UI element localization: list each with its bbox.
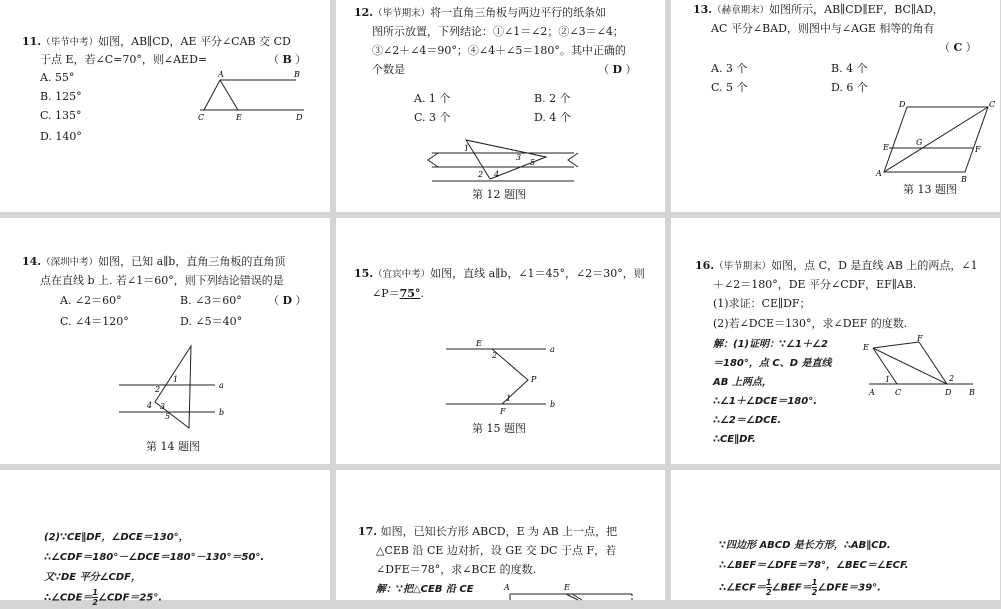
q14-figure: [115, 342, 235, 438]
q17-stem-line2: △CEB 沿 CE 边对折，设 GE 交 DC 于点 F，若: [376, 544, 617, 557]
q13-answer: （ C ）: [939, 41, 977, 54]
q14-stem-line1: 14.（深圳中考）如图，已知 a∥b，直角三角板的直角顶: [22, 255, 286, 268]
q17-solution-continued-panel: [671, 470, 1000, 600]
q13-label-c: C: [989, 100, 996, 109]
q16-label-c: C: [895, 388, 902, 397]
q13-label-g: G: [916, 138, 923, 147]
q16-label-a: A: [869, 388, 875, 397]
q17-figure: [502, 580, 642, 600]
q14-label-1: 1: [173, 375, 179, 384]
q11-label-a: A: [218, 70, 224, 79]
c9-line1: ∵四边形 ABCD 是长方形，∴AB∥CD.: [719, 540, 891, 551]
q11-stem-line2: 于点 E，若∠C=70°，则∠AED=: [40, 53, 208, 66]
q11-label-c: C: [198, 113, 205, 122]
q16-stem-line1: 16.（毕节期末）如图，点 C，D 是直线 AB 上的两点，∠1: [695, 259, 978, 272]
q16-figure: [861, 336, 981, 402]
q15-label-a: a: [550, 345, 555, 354]
q11-figure: [192, 68, 312, 124]
q11-option-a: A. 55°: [40, 71, 75, 84]
q13-figure: [871, 98, 1001, 182]
q11-label-e: E: [236, 113, 242, 122]
q17-label-a: A: [504, 583, 510, 592]
q14-label-4: 4: [147, 401, 153, 410]
q17-label-e: E: [564, 583, 570, 592]
q14-option-b: B. ∠3＝60°: [180, 294, 242, 307]
q15-stem-line2: ∠P＝75°.: [372, 287, 424, 300]
c7-line3: 又∵DE 平分∠CDF，: [44, 572, 142, 583]
q12-stem-line2: 图所示放置，下列结论：①∠1＝∠2；②∠3＝∠4；: [372, 25, 624, 38]
q16-stem-line3: (1)求证：CE∥DF；: [713, 297, 811, 310]
c7-line1: (2)∵CE∥DF，∠DCE＝130°，: [44, 532, 189, 543]
q13-option-d: D. 6 个: [831, 81, 868, 94]
q15-label-e: E: [476, 339, 482, 348]
q13-stem-line1: 13.（赫章期末）如图所示，AB∥CD∥EF，BC∥AD，: [693, 3, 944, 16]
q13-caption: 第 13 题图: [903, 183, 957, 196]
q11-option-d: D. 140°: [40, 130, 82, 143]
q14-label-2: 2: [155, 385, 161, 394]
q12-label-5: 5: [530, 158, 536, 167]
q15-figure: [446, 336, 566, 418]
q12-stem-line1: 12.（毕节期末）将一直角三角板与两边平行的纸条如: [354, 6, 607, 19]
q16-solution-line6: ∴CE∥DF.: [713, 434, 756, 445]
q14-option-a: A. ∠2＝60°: [60, 294, 122, 307]
q16-label-2: 2: [949, 374, 955, 383]
q12-option-d: D. 4 个: [534, 111, 571, 124]
q16-label-e: E: [863, 343, 869, 352]
q14-answer: （ D ）: [268, 294, 307, 307]
q15-caption: 第 15 题图: [472, 422, 526, 435]
c9-fraction-half-2: $\frac{1}{2}$: [811, 578, 818, 597]
q16-stem-line4: (2)若∠DCE＝130°，求∠DEF 的度数.: [713, 317, 908, 330]
q16-solution-line2: ＝180°，点 C、D 是直线: [713, 358, 832, 369]
q12-figure: [428, 135, 588, 185]
q14-stem-line2: 点在直线 b 上. 若∠1＝60°，则下列结论错误的是: [40, 274, 284, 287]
q13-label-b: B: [961, 175, 967, 184]
q12-stem-line3: ③∠2＋∠4＝90°；④∠4＋∠5＝180°。其中正确的: [372, 44, 626, 57]
q16-label-b: B: [969, 388, 975, 397]
q17-stem-line3: ∠DFE＝78°，求∠BCE 的度数.: [376, 563, 537, 576]
q14-label-a: a: [219, 381, 224, 390]
c9-fraction-half-1: $\frac{1}{2}$: [765, 578, 772, 597]
q13-option-b: B. 4 个: [831, 62, 868, 75]
question-13-panel: [671, 0, 1000, 212]
q12-option-a: A. 1 个: [414, 92, 451, 105]
q13-label-e: E: [883, 143, 889, 152]
q13-label-d: D: [899, 100, 906, 109]
q14-caption: 第 14 题图: [146, 440, 200, 453]
q11-stem-line1: 11.（毕节中考）如图，AB∥CD，AE 平分∠CAB 交 CD: [22, 35, 291, 48]
q16-solution-line5: ∴∠2＝∠DCE.: [713, 415, 782, 426]
q12-option-b: B. 2 个: [534, 92, 571, 105]
c9-line2: ∴∠BEF＝∠DFE＝78°，∠BEC＝∠ECF.: [719, 560, 909, 571]
q16-stem-line2: ＋∠2＝180°，DE 平分∠CDF，EF∥AB.: [713, 278, 917, 291]
q15-label-1: 1: [506, 394, 512, 403]
q15-label-f: F: [500, 407, 506, 416]
q16-label-f: F: [917, 334, 923, 343]
q12-label-3: 3: [516, 153, 522, 162]
c7-fraction-half: $\frac{1}{2}$: [92, 588, 98, 607]
q12-caption: 第 12 题图: [472, 188, 526, 201]
q16-solution-continued-panel: [0, 470, 330, 607]
question-16-panel: [671, 218, 1000, 464]
q13-option-c: C. 5 个: [711, 81, 748, 94]
q11-label-d: D: [296, 113, 303, 122]
q15-answer: 75°: [399, 287, 421, 300]
c9-line3: ∴∠ECF＝ $\frac{1}{2}$ ∠BEF＝ $\frac{1}{2}$ ∠DFE＝39°.: [719, 578, 881, 597]
q12-option-c: C. 3 个: [414, 111, 451, 124]
q11-option-c: C. 135°: [40, 109, 82, 122]
q14-label-3: 3: [160, 402, 166, 411]
question-14-panel: [0, 218, 330, 464]
q12-label-1: 1: [464, 144, 470, 153]
q13-stem-line2: AC 平分∠BAD，则图中与∠AGE 相等的角有: [711, 22, 935, 35]
q13-label-f: F: [975, 145, 981, 154]
q16-label-1: 1: [885, 375, 891, 384]
q17-solution-line1: 解：∵把△CEB 沿 CE: [376, 584, 474, 595]
c7-line4: ∴∠CDE＝ $\frac{1}{2}$ ∠CDF＝25°.: [44, 588, 163, 607]
q12-answer: （ D ）: [598, 63, 637, 76]
q11-label-b: B: [294, 70, 300, 79]
c7-line2: ∴∠CDF＝180°－∠DCE＝180°－130°＝50°.: [44, 552, 265, 563]
q12-label-2: 2: [478, 170, 484, 179]
q16-solution-line4: ∴∠1＋∠DCE＝180°.: [713, 396, 817, 407]
q16-label-d: D: [945, 388, 952, 397]
q13-option-a: A. 3 个: [711, 62, 748, 75]
q12-label-4: 4: [494, 170, 500, 179]
q17-stem-line1: 17. 如图，已知长方形 ABCD，E 为 AB 上一点，把: [358, 525, 618, 538]
q12-stem-line4: 个数是: [372, 63, 405, 76]
question-11-panel: [0, 0, 330, 212]
q15-label-b: b: [550, 400, 556, 409]
q16-solution-line3: AB 上两点，: [713, 377, 772, 388]
q14-label-b: b: [219, 408, 225, 417]
q14-label-5: 5: [165, 412, 171, 421]
q13-label-a: A: [876, 169, 882, 178]
q14-option-d: D. ∠5＝40°: [180, 315, 243, 328]
q11-option-b: B. 125°: [40, 90, 82, 103]
q14-option-c: C. ∠4＝120°: [60, 315, 129, 328]
question-12-panel: [336, 0, 665, 212]
question-17-panel: [336, 470, 665, 600]
q16-solution-line1: 解：(1)证明：∵∠1＋∠2: [713, 339, 828, 350]
q15-label-2: 2: [492, 351, 498, 360]
q15-label-p: P: [531, 375, 537, 384]
q11-answer: （ B ）: [268, 53, 307, 66]
question-15-panel: [336, 218, 665, 464]
q15-stem-line1: 15.（宜宾中考）如图，直线 a∥b，∠1＝45°，∠2＝30°，则: [354, 267, 645, 280]
